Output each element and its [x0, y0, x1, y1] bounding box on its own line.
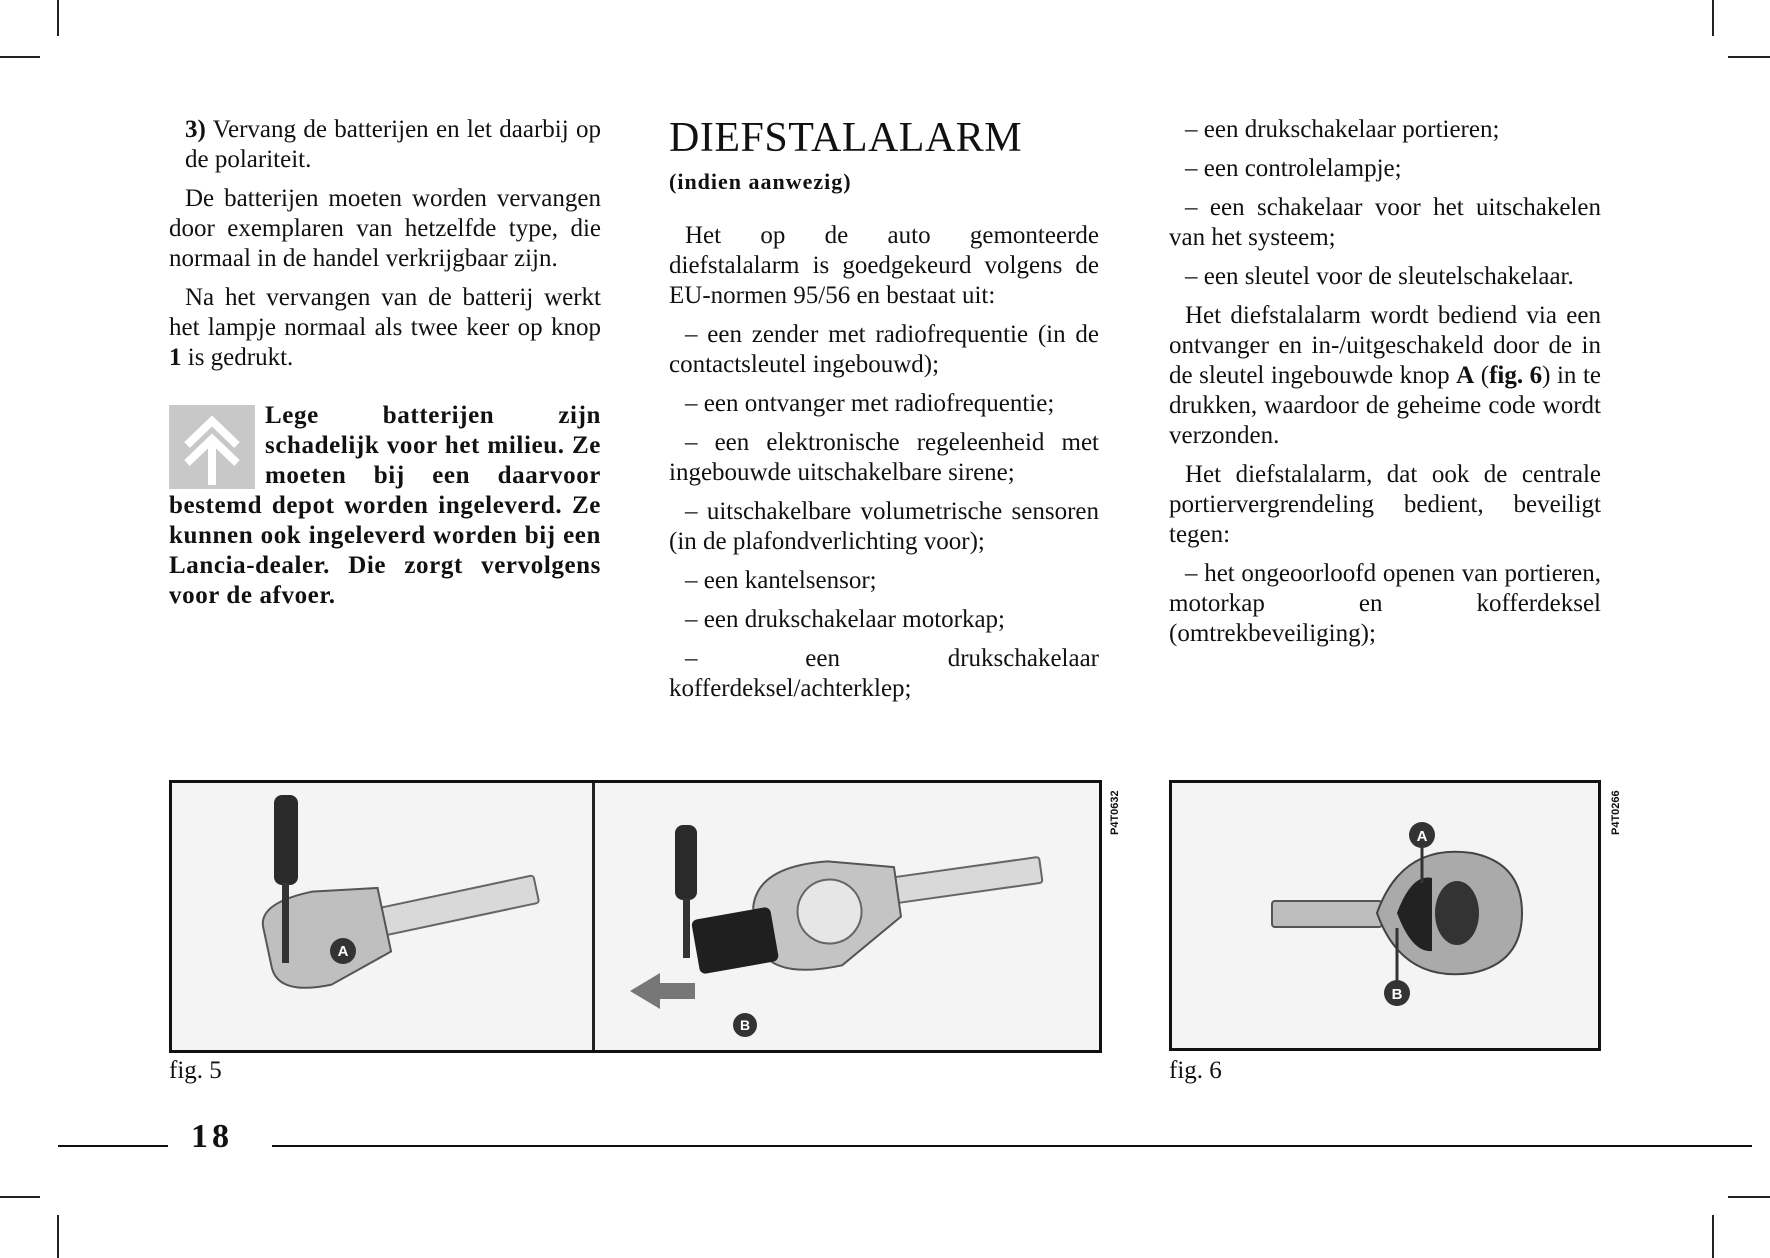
recycle-icon [169, 405, 255, 489]
figure-6 [1169, 780, 1601, 1051]
paragraph-alarm-operation: Het diefstalalarm wordt bediend via een ontvanger en in-/uitgeschakeld door de in de sleutel ingebouwde knop A (fig. 6) in te drukken, waardoor de geheime code wordt verzonden. [1169, 302, 1601, 449]
page-number: 18 [191, 1118, 233, 1155]
crop-mark [1728, 56, 1770, 58]
list-item: – een kantelsensor; [685, 567, 877, 594]
figure-6-caption: fig. 6 [1169, 1057, 1222, 1084]
figure-5 [169, 780, 1102, 1053]
key-illustration-right [595, 783, 1099, 1050]
list-item: – een elektronische regeleenheid met ingebouwde uitschakelbare sirene; [669, 429, 1099, 486]
fig6-label-b: B [1391, 986, 1403, 1003]
paragraph-battery-replace: 3) Vervang de batterijen en let daarbij op de polariteit. [185, 116, 601, 173]
crop-mark [57, 1215, 59, 1258]
paragraph-alarm-intro: Het op de auto gemonteerde diefstalalarm is goedgekeurd volgens de EU-normen 95/56 en bestaat uit: [669, 222, 1099, 309]
crop-mark [1712, 0, 1714, 36]
key-illustration-fig6 [1172, 783, 1598, 1048]
list-item: – een zender met radiofrequentie (in de contactsleutel ingebouwd); [669, 321, 1099, 378]
crop-mark [0, 56, 40, 58]
fig5-label-b: B [739, 1017, 751, 1033]
column-2 [669, 115, 1099, 713]
environment-warning: Lege batterijen zijn schadelijk voor het milieu. Ze moeten bij een daarvoor bestemd depot worden ingeleverd. Ze kunnen ook ingeleverd worden bij een Lancia-dealer. Die zorgt vervolgens voor de afvoer. [169, 402, 601, 609]
figure-6-code: P4T0266 [1610, 790, 1622, 835]
list-item: – een schakelaar voor het uitschakelen van het systeem; [1169, 194, 1601, 251]
figure-5-code: P4T0632 [1109, 790, 1121, 835]
crop-mark [0, 1196, 40, 1198]
paragraph-alarm-protects: Het diefstalalarm, dat ook de centrale portiervergrendeling bedient, beveiligt tegen: [1169, 461, 1601, 548]
crop-mark [1728, 1196, 1770, 1198]
footer-rule-left [58, 1145, 168, 1147]
crop-mark [57, 0, 59, 36]
list-item: – uitschakelbare volumetrische sensoren (in de plafondverlichting voor); [669, 498, 1099, 555]
list-item: – een drukschakelaar kofferdeksel/achterklep; [669, 645, 1099, 702]
crop-mark [1712, 1215, 1714, 1258]
footer-rule-right [272, 1145, 1752, 1147]
list-item: – een drukschakelaar portieren; [1185, 116, 1500, 143]
list-item: – een ontvanger met radiofrequentie; [685, 390, 1055, 417]
list-item: – een controlelampje; [1185, 155, 1402, 182]
paragraph-battery-type: De batterijen moeten worden vervangen door exemplaren van hetzelfde type, die normaal in de handel verkrijgbaar zijn. [169, 185, 601, 272]
list-item: – een drukschakelaar motorkap; [685, 606, 1006, 633]
section-subheading: (indien aanwezig) [669, 169, 852, 194]
fig5-label-a: A [337, 943, 349, 960]
figure-5-caption: fig. 5 [169, 1057, 222, 1084]
section-heading: DIEFSTALALARM [669, 115, 1023, 161]
list-item: – het ongeoorloofd openen van portieren, motorkap en kofferdeksel (omtrekbeveiliging); [1169, 560, 1601, 647]
list-item: – een sleutel voor de sleutelschakelaar. [1185, 263, 1574, 290]
column-3 [1169, 115, 1601, 658]
fig6-label-a: A [1416, 828, 1428, 845]
column-1 [169, 115, 601, 611]
key-illustration-left [172, 783, 590, 1050]
paragraph-battery-lamp: Na het vervangen van de batterij werkt het lampje normaal als twee keer op knop 1 is gedrukt. [169, 284, 601, 371]
